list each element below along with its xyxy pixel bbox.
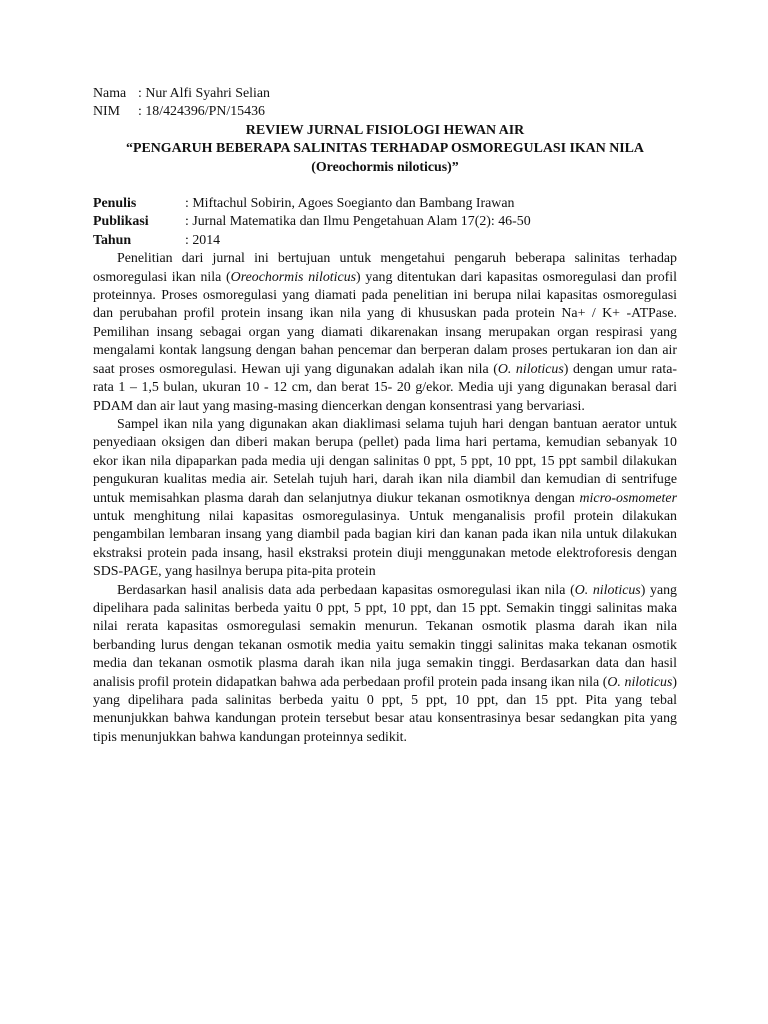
- paragraph-1-text-c: ) yang ditentukan dari kapasitas osmoregulasi dan profil proteinnya. Proses osmoregulasi yang diamati pada penelitian ini berupa nilai kapasitas osmoregulasi dan perubahan profil protein insang ikan nila yang di khususkan pada protein Na+ / K+ -ATPase. Pemilihan insang sebagai organ yang diamati dikarenakan insang merupakan organ respirasi yang mengalami kontak langsung dengan bahan pencemar dan berperan dalam proses pertukaran ion dan air saat proses osmoregulasi. Hewan uji yang digunakan adalah ikan nila (: [93, 269, 677, 377]
- name-label: Nama: [93, 86, 127, 101]
- penulis-row: [93, 195, 677, 213]
- paragraph-1: [93, 250, 677, 416]
- name-value: : Nur Alfi Syahri Selian: [138, 86, 270, 101]
- publikasi-label: Publikasi: [93, 214, 149, 230]
- penulis-label: Penulis: [93, 196, 137, 212]
- paragraph-2-text-a: Sampel ikan nila yang digunakan akan diaklimasi selama tujuh hari dengan bantuan aerator untuk penyediaan oksigen dan diberi makan berupa (pellet) pada lima hari pertama, kemudian sebanyak 10 ekor ikan nila dipaparkan pada media uji dengan salinitas 0 ppt, 5 ppt, 10 ppt, 15 ppt sambil dilakukan pengukuran kualitas media air. Setelah tujuh hari, darah ikan nila diambil dan kemudian di sentrifuge untuk memisahkan plasma darah dan selanjutnya diukur tekanan osmotiknya dengan: [93, 416, 677, 506]
- publikasi-value: : Jurnal Matematika dan Ilmu Pengetahuan Alam 17(2): 46-50: [185, 214, 531, 230]
- paragraph-3-text-a: Berdasarkan hasil analisis data ada perbedaan kapasitas osmoregulasi ikan nila (: [117, 582, 575, 598]
- paragraph-1-text-e: ) dengan umur rata-rata 1 – 1,5 bulan, ukuran 10 - 12 cm, dan berat 15- 20 g/ekor. Media uji yang digunakan berasal dari PDAM dan air laut yang masing-masing diencerkan dengan konsentrasi yang bervariasi.: [93, 361, 678, 414]
- paragraph-2: [93, 416, 677, 582]
- tahun-value: : 2014: [185, 232, 221, 248]
- publikasi-row: [93, 213, 677, 231]
- paragraph-3-text-c: ) yang dipelihara pada salinitas berbeda yaitu 0 ppt, 5 ppt, 10 ppt, dan 15 ppt. Semakin tinggi salinitas maka nilai rerata kapasitas osmoregulasi semakin menurun. Tekanan osmotik plasma darah ikan nila berbanding lurus dengan tekanan osmotik media yaitu semakin tinggi salinitas maka tekanan osmotik media dan tekanan osmotik plasma darah ikan nila juga semakin tinggi. Berdasarkan data dan hasil analisis profil protein didapatkan bahwa ada perbedaan profil protein pada insang ikan nila (: [93, 582, 677, 690]
- penulis-value: : Miftachul Sobirin, Agoes Soegianto dan Bambang Irawan: [185, 196, 515, 212]
- paragraph-3-species-2: O. niloticus: [607, 674, 673, 690]
- name-row: [93, 85, 677, 103]
- paragraph-3: [93, 582, 677, 748]
- tahun-label: Tahun: [93, 232, 132, 248]
- paragraph-1-text-a: Penelitian dari jurnal ini bertujuan untuk mengetahui pengaruh beberapa salinitas terhadap osmoregulasi ikan nila (: [93, 251, 677, 285]
- nim-label: NIM: [93, 104, 121, 120]
- journal-title: “PENGARUH BEBERAPA SALINITAS TERHADAP OSMOREGULASI IKAN NILA: [126, 141, 644, 157]
- paragraph-1-species-1: Oreochormis niloticus: [230, 269, 357, 285]
- paragraph-2-instrument: micro-osmometer: [579, 490, 677, 506]
- review-title: REVIEW JURNAL FISIOLOGI HEWAN AIR: [245, 122, 525, 138]
- document-page: [93, 85, 677, 747]
- nim-row: [93, 103, 677, 121]
- paragraph-3-text-e: ) yang dipelihara pada salinitas berbeda yaitu 0 ppt, 5 ppt, 10 ppt, dan 15 ppt. Pita yang tebal menunjukkan bahwa kandungan protein tersebut besar atau konsentrasinya besar sedangkan pita yang tipis menunjukkan bahwa kandungan proteinnya sedikit.: [93, 674, 677, 745]
- paragraph-1-species-2: O. niloticus: [497, 361, 564, 377]
- nim-value: : 18/424396/PN/15436: [138, 104, 265, 120]
- tahun-row: [93, 232, 677, 250]
- paragraph-2-text-c: untuk menghitung nilai kapasitas osmoregulasinya. Untuk menganalisis profil protein dilakukan pengambilan lembaran insang yang diambil pada bagian kiri dan kanan pada ikan nila untuk dilakukan ekstraksi protein pada insang, hasil ekstraksi protein diuji menggunakan metode elektroforesis dengan SDS-PAGE, yang hasilnya berupa pita-pita protein: [93, 508, 677, 580]
- paragraph-3-species-1: O. niloticus: [574, 582, 641, 598]
- spacer: [93, 177, 677, 195]
- journal-title-species: (Oreochormis niloticus)”: [311, 159, 459, 175]
